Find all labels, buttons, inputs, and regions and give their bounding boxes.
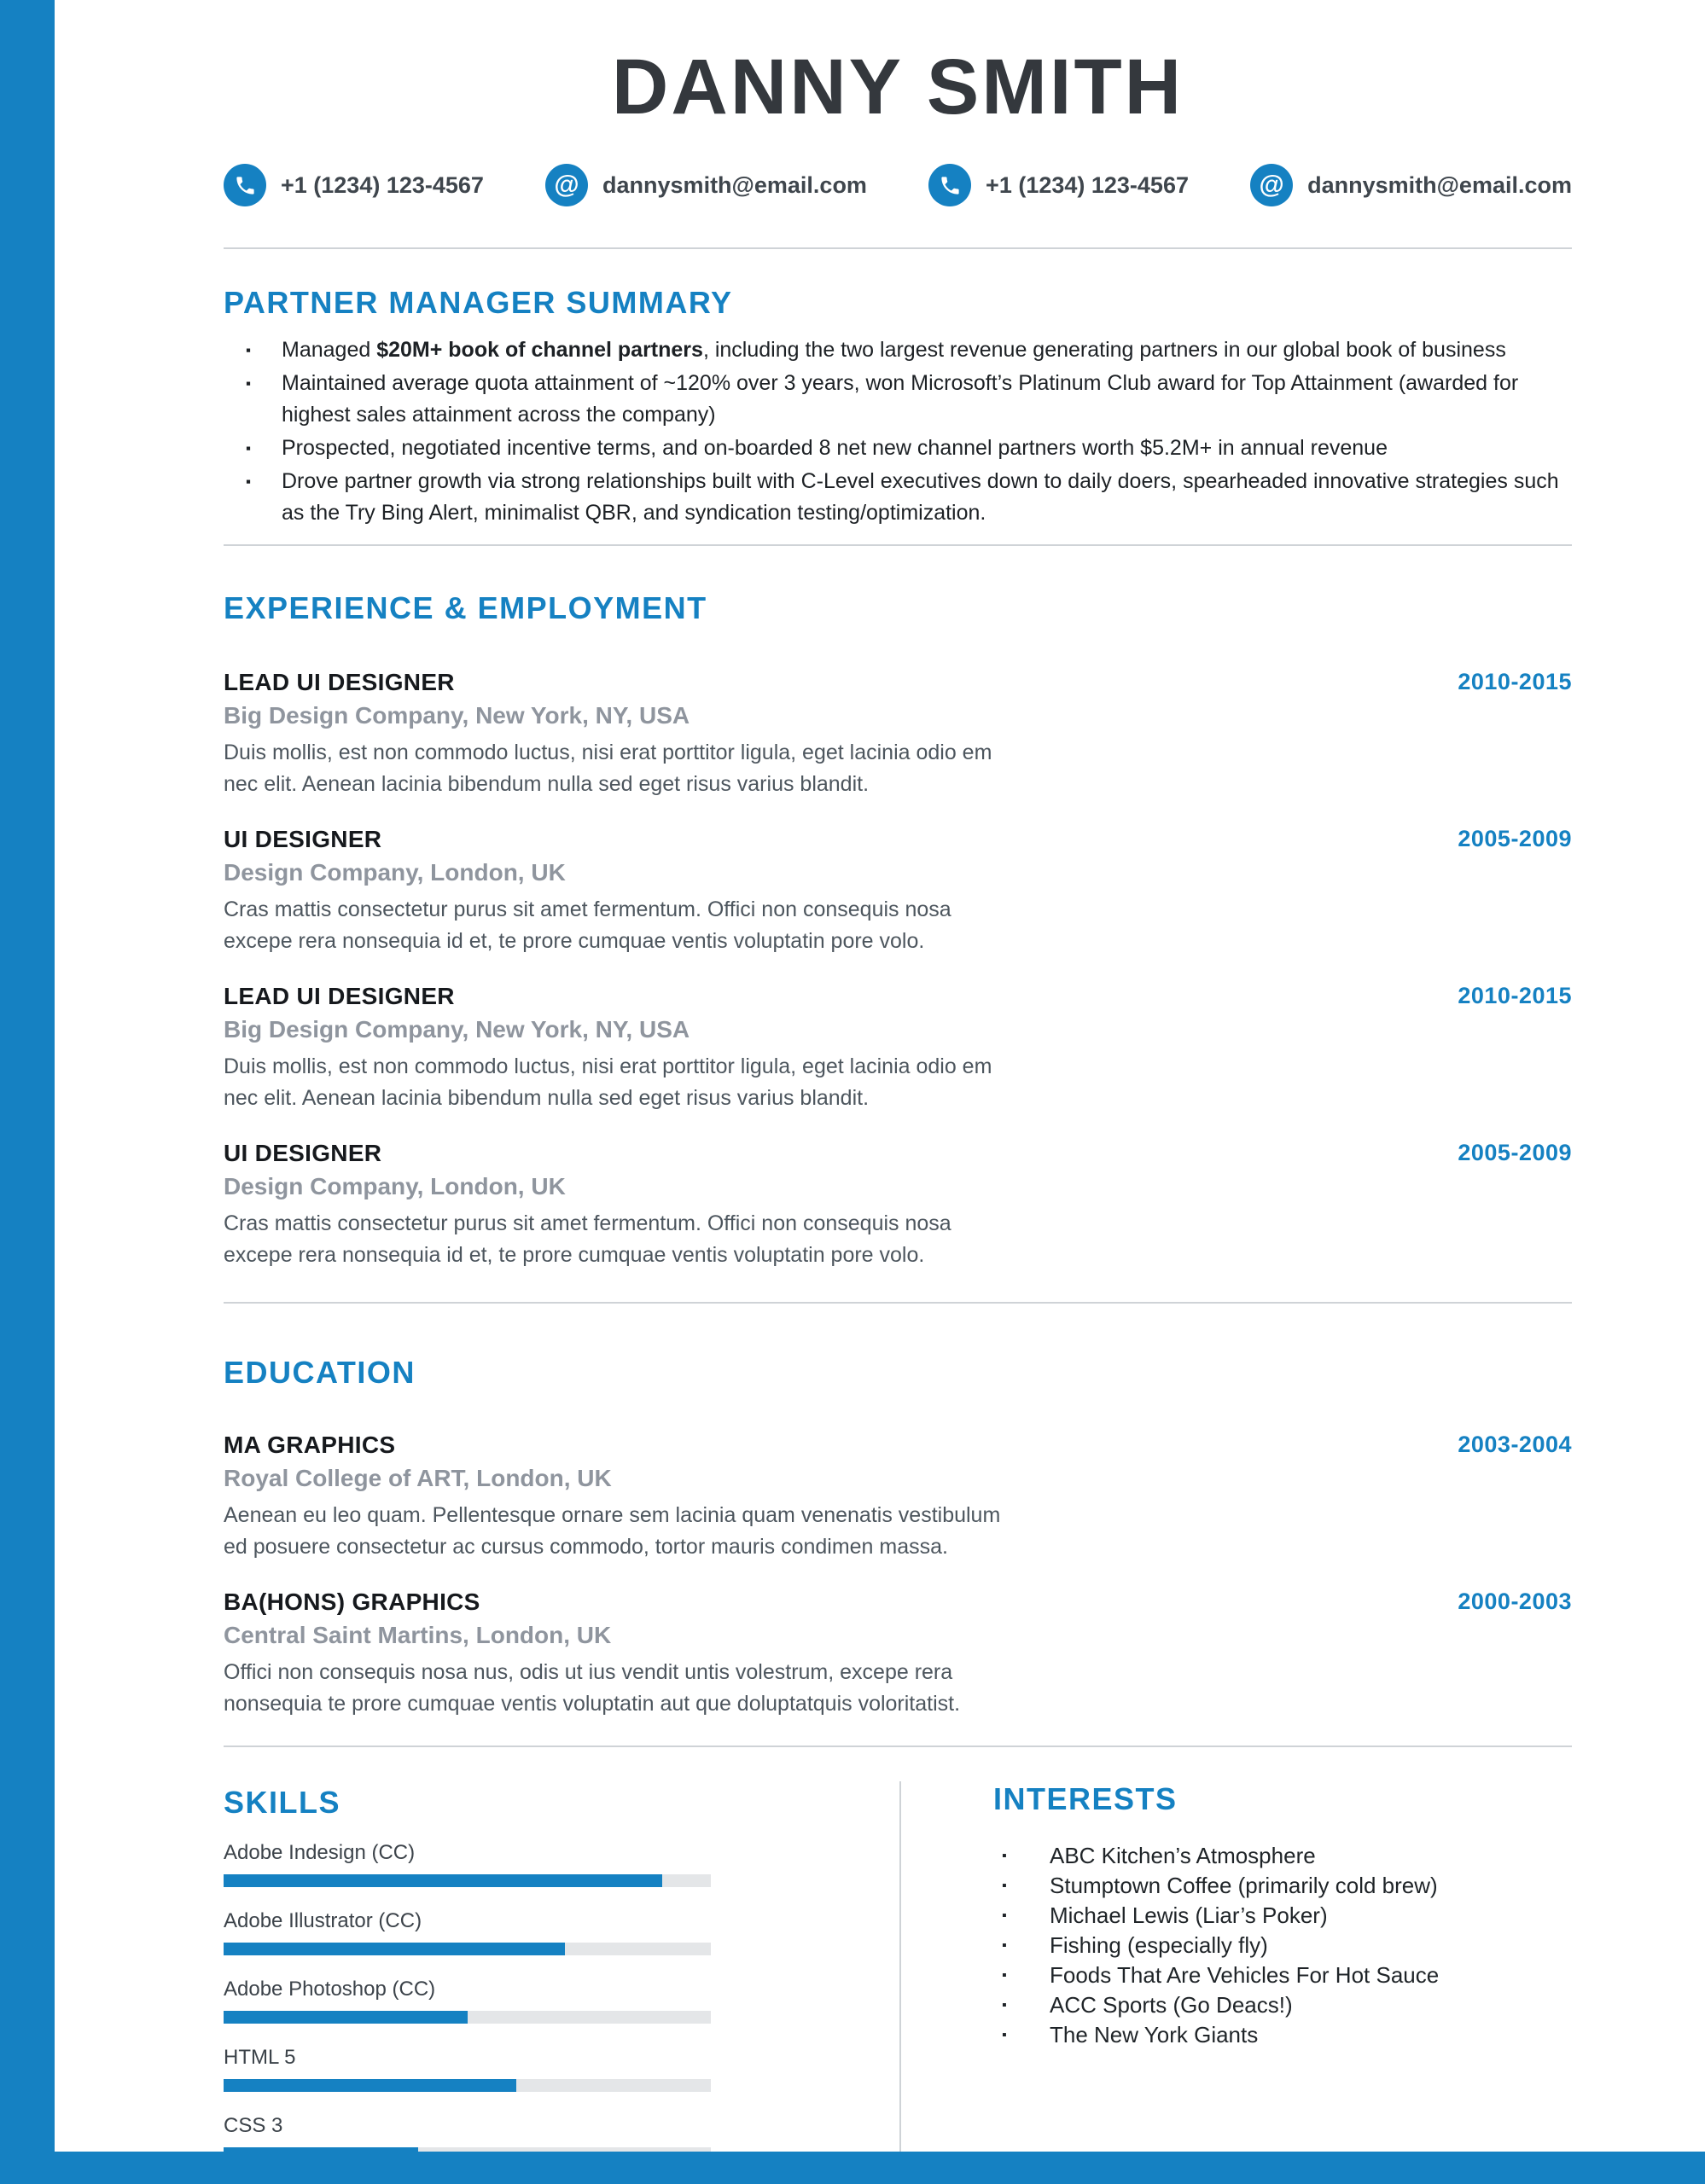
skill-label: Adobe Illustrator (CC) [224, 1909, 422, 1932]
education-entry [224, 1432, 1572, 1563]
divider [224, 544, 1572, 546]
section-heading-skills: SKILLS [224, 1785, 341, 1820]
interest-item: ▪ Michael Lewis (Liar’s Poker) [993, 1901, 1572, 1931]
interest-item: ▪ Stumptown Coffee (primarily cold brew) [993, 1871, 1572, 1901]
divider [224, 247, 1572, 249]
bullet-text: Prospected, negotiated incentive terms, and on-boarded 8 net new channel partners worth $5.2M+ in annual revenue [282, 436, 1388, 460]
interest-item: ▪ ABC Kitchen’s Atmosphere [993, 1841, 1572, 1871]
resume-content [224, 0, 1572, 2160]
interest-item: ▪ ACC Sports (Go Deacs!) [993, 1990, 1572, 2020]
entry-head [224, 1140, 1572, 1167]
job-title: UI DESIGNER [224, 1140, 382, 1166]
job-description: Duis mollis, est non commodo luctus, nisi erat porttitor ligula, eget lacinia odio em nec elit. Aenean lacinia bibendum nulla sed eget risus varius blandit. [224, 741, 992, 796]
summary-bullet [224, 466, 1563, 529]
skill-item [224, 2046, 899, 2092]
entry-head [224, 1432, 1572, 1459]
job-description: Cras mattis consectetur purus sit amet fermentum. Offici non consequis nosa excepe rera nonsequia id et, te prore cumquae ventis voluptatin pore volo. [224, 897, 951, 953]
interests-column [901, 1781, 1572, 2160]
skills-column [224, 1781, 899, 2160]
job-company: Design Company, London, UK [224, 859, 566, 886]
divider [224, 1302, 1572, 1304]
skill-item [224, 1978, 899, 2024]
degree-title: MA GRAPHICS [224, 1432, 396, 1458]
bullet-text: Drove partner growth via strong relationships built with C-Level executives down to daily doers, spearheaded innovative strategies such as the Try Bing Alert, minimalist QBR, and syndication testing/optimization. [282, 469, 1559, 525]
skill-label: HTML 5 [224, 2046, 296, 2069]
skill-item [224, 1909, 899, 1955]
skill-progress-fill [224, 1874, 662, 1887]
degree-dates: 2000-2003 [1458, 1589, 1572, 1614]
job-title: UI DESIGNER [224, 826, 382, 852]
skill-label: Adobe Photoshop (CC) [224, 1978, 436, 2001]
skill-progress-track [224, 2011, 711, 2024]
job-company: Big Design Company, New York, NY, USA [224, 702, 690, 729]
experience-entry [224, 669, 1572, 800]
left-accent-stripe [0, 0, 55, 2184]
skill-item [224, 1841, 899, 1887]
interest-item: ▪ Foods That Are Vehicles For Hot Sauce [993, 1960, 1572, 1990]
section-heading-education: EDUCATION [224, 1355, 416, 1390]
summary-bullet-list [224, 334, 1563, 529]
degree-dates: 2003-2004 [1458, 1432, 1572, 1457]
contact-phone-value: +1 (1234) 123-4567 [986, 171, 1189, 198]
job-title: LEAD UI DESIGNER [224, 983, 455, 1009]
contact-phone-value: +1 (1234) 123-4567 [281, 171, 484, 198]
entry-head [224, 826, 1572, 853]
job-company: Design Company, London, UK [224, 1173, 566, 1199]
contact-email [1250, 164, 1572, 206]
skill-progress-track [224, 1874, 711, 1887]
contact-phone [928, 164, 1189, 206]
degree-description: Aenean eu leo quam. Pellentesque ornare sem lacinia quam venenatis vestibulum ed posuere consectetur ac cursus commodo, tortor mauris condimen massa. [224, 1503, 1001, 1559]
skill-progress-track [224, 2079, 711, 2092]
email-icon: @ [1250, 164, 1293, 206]
bottom-accent-bar [0, 2152, 1705, 2184]
job-dates: 2010-2015 [1458, 669, 1572, 694]
entry-head [224, 669, 1572, 696]
bullet-text: , including the two largest revenue generating partners in our global book of business [702, 338, 1506, 362]
degree-title: BA(HONS) GRAPHICS [224, 1589, 480, 1615]
page-title: DANNY SMITH [611, 44, 1184, 131]
job-dates: 2010-2015 [1458, 983, 1572, 1008]
email-icon: @ [545, 164, 588, 206]
phone-icon [928, 164, 971, 206]
skill-label: CSS 3 [224, 2114, 283, 2137]
bullet-text: Managed [282, 338, 377, 362]
summary-bullet [224, 334, 1563, 366]
skill-progress-track [224, 1943, 711, 1955]
divider [224, 1745, 1572, 1747]
job-title: LEAD UI DESIGNER [224, 669, 455, 695]
experience-entries [224, 669, 1572, 1271]
contact-email [545, 164, 867, 206]
education-entry [224, 1589, 1572, 1720]
experience-entry [224, 1140, 1572, 1271]
contact-phone [224, 164, 484, 206]
contact-row [224, 164, 1572, 206]
section-heading-experience: EXPERIENCE & EMPLOYMENT [224, 590, 707, 625]
education-entries [224, 1432, 1572, 1720]
phone-icon [224, 164, 266, 206]
degree-school: Central Saint Martins, London, UK [224, 1622, 612, 1648]
skill-progress-fill [224, 2011, 468, 2024]
contact-email-value: dannysmith@email.com [1307, 171, 1572, 198]
section-heading-summary: PARTNER MANAGER SUMMARY [224, 285, 733, 320]
job-description: Duis mollis, est non commodo luctus, nisi erat porttitor ligula, eget lacinia odio em nec elit. Aenean lacinia bibendum nulla sed eget risus varius blandit. [224, 1054, 992, 1110]
degree-school: Royal College of ART, London, UK [224, 1465, 612, 1491]
experience-entry [224, 826, 1572, 957]
job-dates: 2005-2009 [1458, 1140, 1572, 1165]
job-dates: 2005-2009 [1458, 826, 1572, 851]
contact-email-value: dannysmith@email.com [602, 171, 867, 198]
interest-item: ▪ Fishing (especially fly) [993, 1931, 1572, 1960]
job-company: Big Design Company, New York, NY, USA [224, 1016, 690, 1043]
interest-item: ▪ The New York Giants [993, 2020, 1572, 2050]
skill-label: Adobe Indesign (CC) [224, 1841, 416, 1864]
skills-interests-section [224, 1781, 1572, 2160]
section-heading-interests: INTERESTS [993, 1781, 1178, 1816]
job-description: Cras mattis consectetur purus sit amet fermentum. Offici non consequis nosa excepe rera nonsequia id et, te prore cumquae ventis voluptatin pore volo. [224, 1211, 951, 1267]
entry-head [224, 1589, 1572, 1616]
skill-progress-fill [224, 2079, 516, 2092]
bullet-text: Maintained average quota attainment of ~120% over 3 years, won Microsoft’s Platinum Club award for Top Attainment (awarded for highest sales attainment across the company) [282, 371, 1519, 427]
summary-bullet [224, 368, 1563, 431]
entry-head [224, 983, 1572, 1010]
experience-entry [224, 983, 1572, 1114]
interests-list [993, 1841, 1572, 2050]
summary-bullet [224, 433, 1563, 464]
bullet-text-bold: $20M+ book of channel partners [376, 338, 703, 362]
skill-progress-fill [224, 1943, 565, 1955]
degree-description: Offici non consequis nosa nus, odis ut ius vendit untis volestrum, excepe rera nonsequia te prore cumquae ventis voluptatin aut que doluptatquis voloritatist. [224, 1660, 961, 1716]
